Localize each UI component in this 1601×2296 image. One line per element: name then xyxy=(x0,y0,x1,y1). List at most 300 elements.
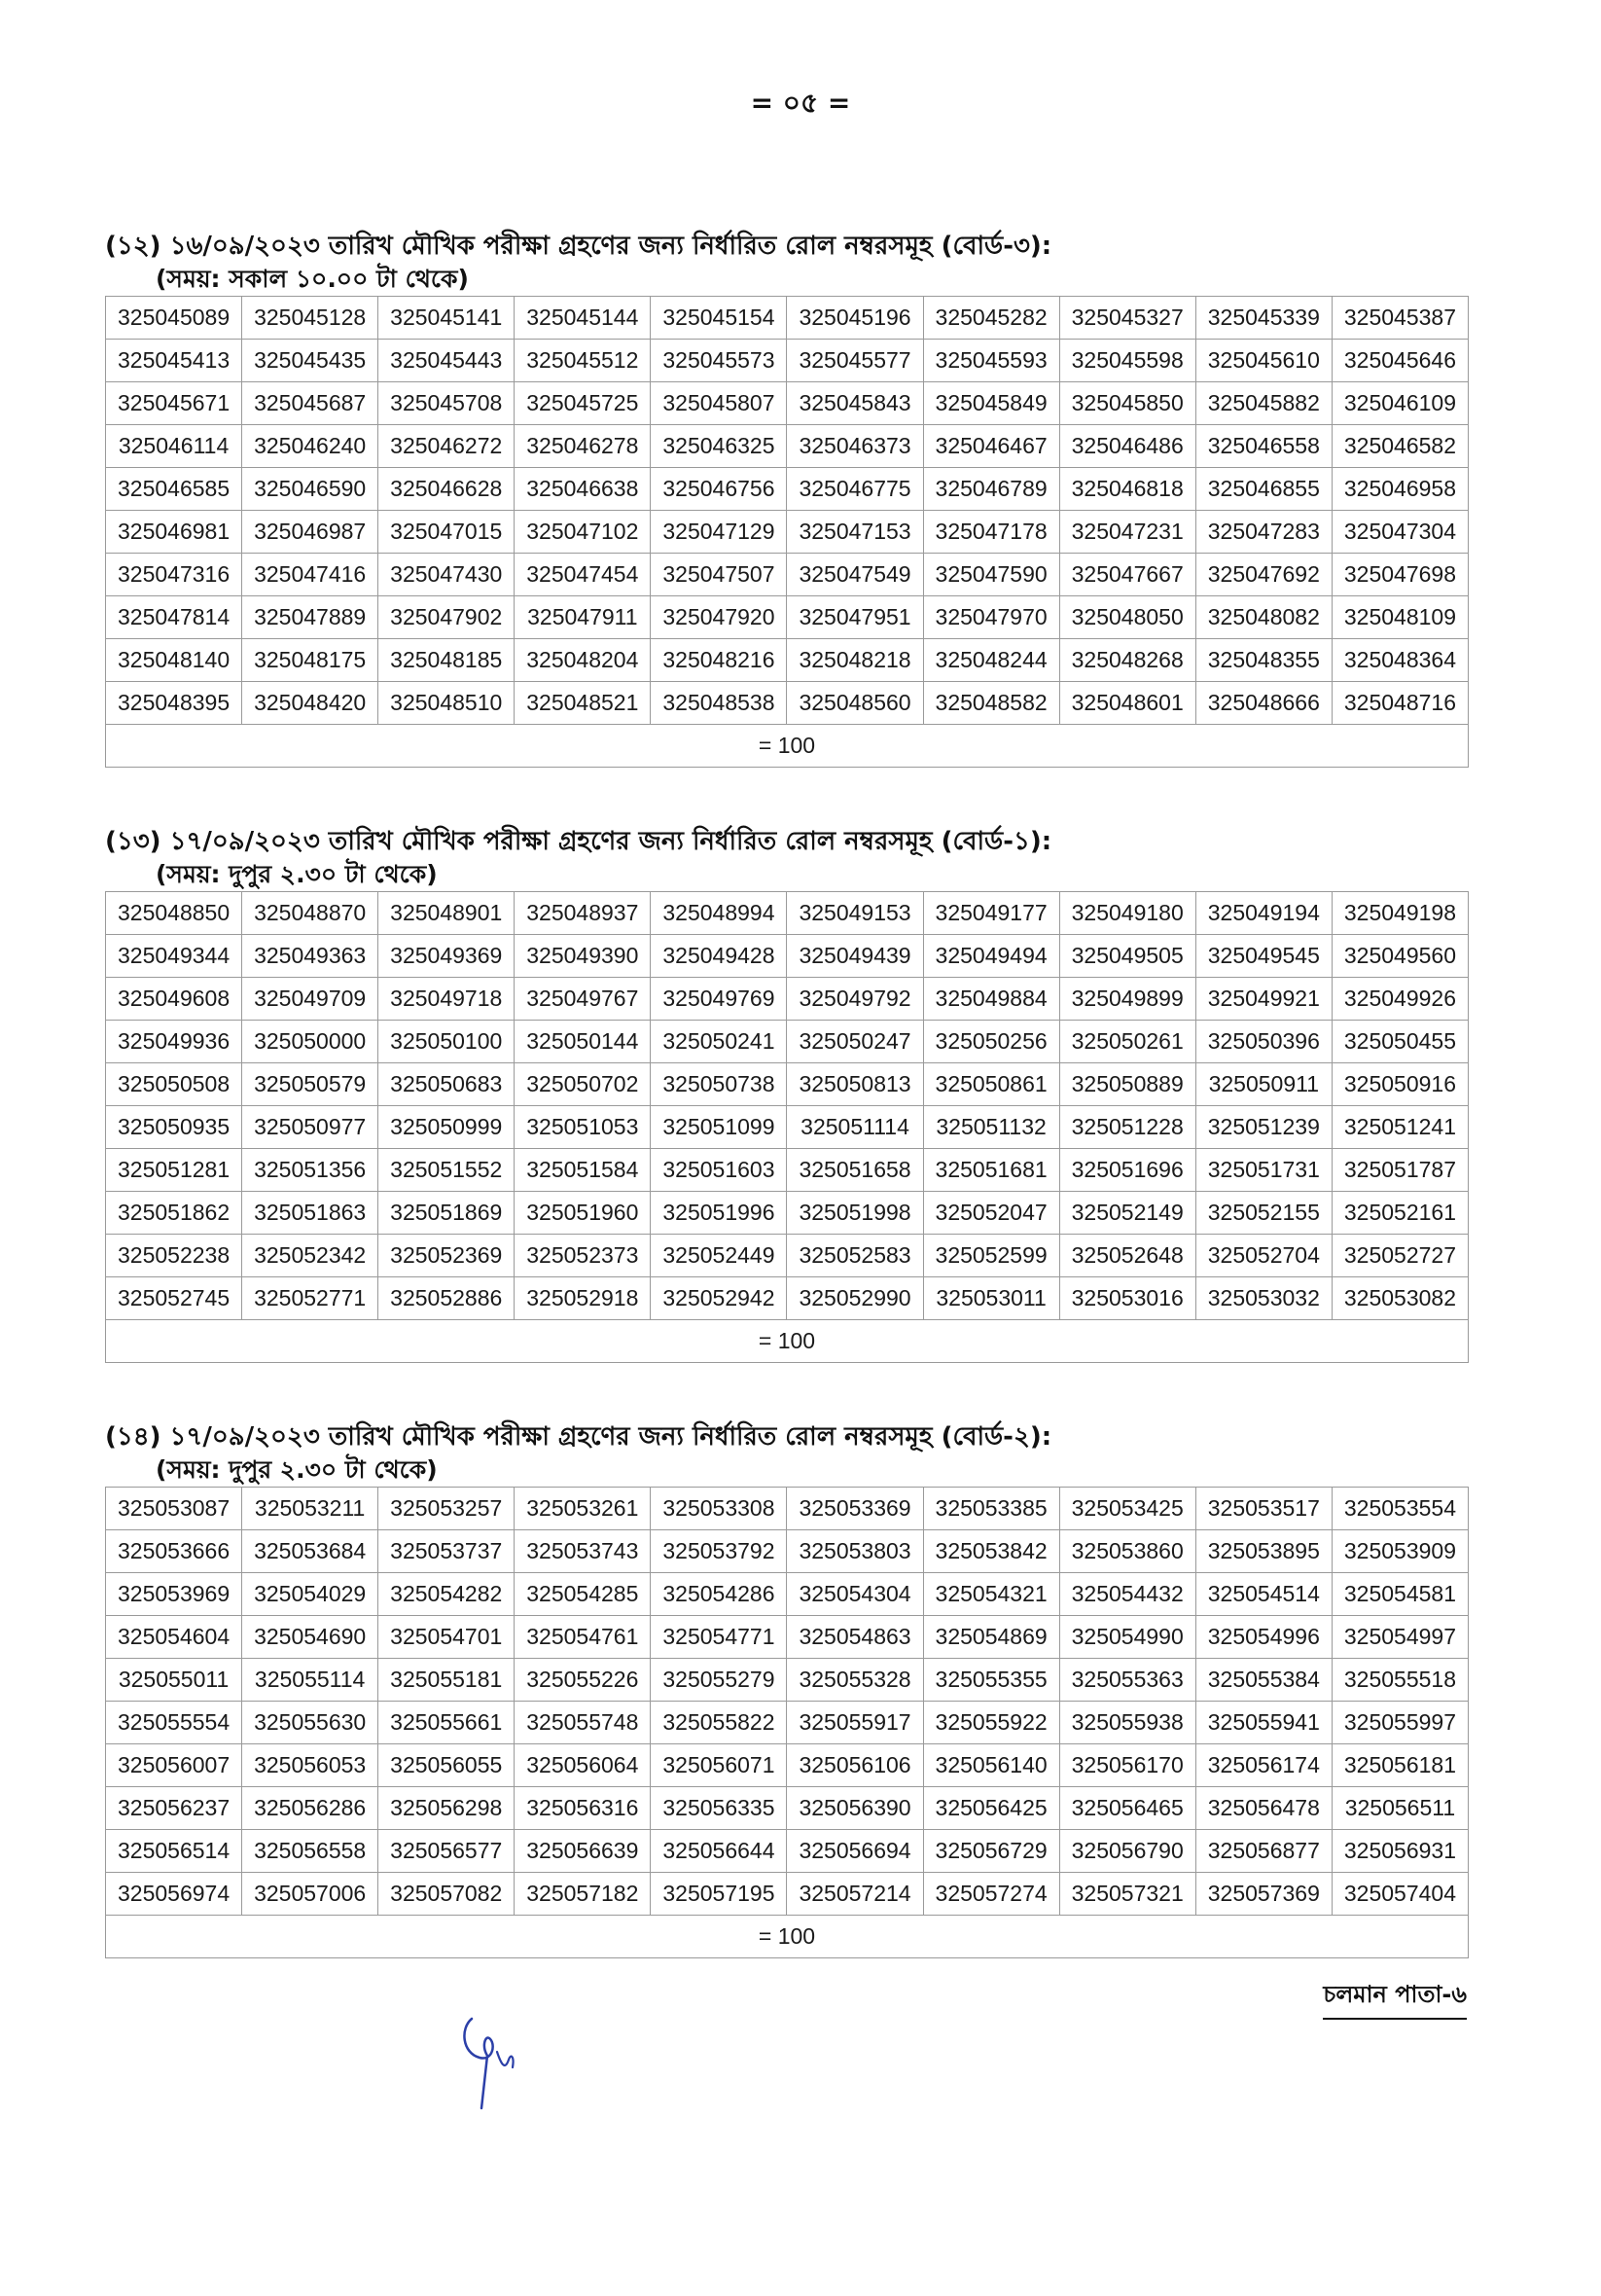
roll-number-cell: 325052745 xyxy=(106,1277,242,1320)
roll-number-cell: 325057369 xyxy=(1195,1873,1332,1916)
table-row xyxy=(106,596,1469,639)
roll-number-cell: 325056286 xyxy=(242,1787,378,1830)
roll-number-cell: 325051228 xyxy=(1059,1106,1195,1149)
roll-number-cell: 325056974 xyxy=(106,1873,242,1916)
roll-number-cell: 325049792 xyxy=(787,978,923,1021)
roll-number-cell: 325048510 xyxy=(378,682,515,725)
roll-number-cell: 325049560 xyxy=(1332,935,1468,978)
roll-number-cell: 325056694 xyxy=(787,1830,923,1873)
roll-number-cell: 325054701 xyxy=(378,1616,515,1659)
table-row xyxy=(106,1659,1469,1702)
section-title: (১৪) ১৭/০৯/২০২৩ তারিখ মৌখিক পরীক্ষা গ্রহণের জন্য নির্ধারিত রোল নম্বরসমূহ (বোর্ড-২): xyxy=(105,1422,1052,1452)
roll-number-cell: 325047920 xyxy=(651,596,787,639)
section-board-3 xyxy=(105,230,1469,768)
table-row xyxy=(106,1277,1469,1320)
roll-number-cell: 325045128 xyxy=(242,297,378,340)
roll-number-cell: 325045443 xyxy=(378,340,515,382)
roll-number-cell: 325046638 xyxy=(515,468,651,511)
page-number: = ০৫ = xyxy=(750,87,851,119)
roll-number-cell: 325055355 xyxy=(923,1659,1059,1702)
roll-number-cell: 325054996 xyxy=(1195,1616,1332,1659)
roll-number-cell: 325048560 xyxy=(787,682,923,725)
roll-number-cell: 325054321 xyxy=(923,1573,1059,1616)
roll-number-cell: 325047902 xyxy=(378,596,515,639)
roll-number-cell: 325048268 xyxy=(1059,639,1195,682)
roll-number-cell: 325056007 xyxy=(106,1744,242,1787)
total-row xyxy=(106,725,1469,768)
roll-number-cell: 325050916 xyxy=(1332,1063,1468,1106)
roll-number-cell: 325056577 xyxy=(378,1830,515,1873)
roll-number-cell: 325045154 xyxy=(651,297,787,340)
roll-number-cell: 325055114 xyxy=(242,1659,378,1702)
roll-number-cell: 325045282 xyxy=(923,297,1059,340)
roll-number-cell: 325056053 xyxy=(242,1744,378,1787)
total-count: = 100 xyxy=(106,725,1469,768)
roll-number-cell: 325045387 xyxy=(1332,297,1468,340)
table-row xyxy=(106,1192,1469,1235)
roll-number-cell: 325046114 xyxy=(106,425,242,468)
roll-number-cell: 325053895 xyxy=(1195,1530,1332,1573)
roll-number-cell: 325052583 xyxy=(787,1235,923,1277)
roll-number-cell: 325046278 xyxy=(515,425,651,468)
roll-number-cell: 325047015 xyxy=(378,511,515,554)
roll-number-cell: 325045849 xyxy=(923,382,1059,425)
table-row xyxy=(106,468,1469,511)
roll-number-cell: 325055279 xyxy=(651,1659,787,1702)
roll-number-cell: 325057182 xyxy=(515,1873,651,1916)
roll-number-cell: 325051281 xyxy=(106,1149,242,1192)
roll-number-cell: 325057321 xyxy=(1059,1873,1195,1916)
roll-number-cell: 325046590 xyxy=(242,468,378,511)
roll-number-cell: 325051998 xyxy=(787,1192,923,1235)
roll-number-cell: 325053554 xyxy=(1332,1488,1468,1530)
roll-number-cell: 325051996 xyxy=(651,1192,787,1235)
roll-number-cell: 325049390 xyxy=(515,935,651,978)
roll-number-cell: 325050683 xyxy=(378,1063,515,1106)
roll-number-cell: 325051239 xyxy=(1195,1106,1332,1149)
roll-number-cell: 325053385 xyxy=(923,1488,1059,1530)
roll-number-cell: 325055922 xyxy=(923,1702,1059,1744)
roll-number-cell: 325056055 xyxy=(378,1744,515,1787)
roll-number-cell: 325056064 xyxy=(515,1744,651,1787)
roll-number-cell: 325056931 xyxy=(1332,1830,1468,1873)
roll-number-cell: 325045327 xyxy=(1059,297,1195,340)
table-row xyxy=(106,340,1469,382)
roll-number-cell: 325056790 xyxy=(1059,1830,1195,1873)
roll-number-cell: 325055822 xyxy=(651,1702,787,1744)
roll-number-cell: 325045708 xyxy=(378,382,515,425)
roll-number-cell: 325049505 xyxy=(1059,935,1195,978)
table-row xyxy=(106,1530,1469,1573)
roll-number-cell: 325053032 xyxy=(1195,1277,1332,1320)
table-row xyxy=(106,1021,1469,1063)
roll-number-cell: 325046109 xyxy=(1332,382,1468,425)
roll-number-cell: 325052449 xyxy=(651,1235,787,1277)
roll-number-cell: 325052342 xyxy=(242,1235,378,1277)
roll-number-cell: 325048521 xyxy=(515,682,651,725)
roll-number-cell: 325049884 xyxy=(923,978,1059,1021)
roll-number-cell: 325046486 xyxy=(1059,425,1195,468)
roll-number-cell: 325045435 xyxy=(242,340,378,382)
roll-number-cell: 325053257 xyxy=(378,1488,515,1530)
table-row xyxy=(106,511,1469,554)
section-time: (সময়: দুপুর ২.৩০ টা থেকে) xyxy=(156,860,438,888)
roll-number-cell: 325049198 xyxy=(1332,892,1468,935)
roll-number-cell: 325054285 xyxy=(515,1573,651,1616)
roll-number-cell: 325053016 xyxy=(1059,1277,1195,1320)
table-row xyxy=(106,682,1469,725)
roll-number-cell: 325049767 xyxy=(515,978,651,1021)
roll-number-cell: 325055748 xyxy=(515,1702,651,1744)
roll-number-cell: 325048185 xyxy=(378,639,515,682)
roll-number-cell: 325049344 xyxy=(106,935,242,978)
roll-number-cell: 325056335 xyxy=(651,1787,787,1830)
roll-number-cell: 325049180 xyxy=(1059,892,1195,935)
roll-number-cell: 325045339 xyxy=(1195,297,1332,340)
roll-number-cell: 325048218 xyxy=(787,639,923,682)
roll-number-cell: 325046981 xyxy=(106,511,242,554)
roll-number-cell: 325046756 xyxy=(651,468,787,511)
roll-number-cell: 325049899 xyxy=(1059,978,1195,1021)
roll-number-cell: 325049177 xyxy=(923,892,1059,935)
roll-number-cell: 325045413 xyxy=(106,340,242,382)
table-row xyxy=(106,1830,1469,1873)
roll-number-cell: 325046818 xyxy=(1059,468,1195,511)
total-row xyxy=(106,1916,1469,1958)
roll-number-cell: 325052238 xyxy=(106,1235,242,1277)
roll-number-cell: 325055630 xyxy=(242,1702,378,1744)
table-row xyxy=(106,1488,1469,1530)
roll-number-cell: 325046855 xyxy=(1195,468,1332,511)
roll-number-cell: 325055554 xyxy=(106,1702,242,1744)
roll-number-cell: 325056316 xyxy=(515,1787,651,1830)
roll-number-cell: 325053684 xyxy=(242,1530,378,1573)
roll-number-cell: 325053517 xyxy=(1195,1488,1332,1530)
roll-number-cell: 325045512 xyxy=(515,340,651,382)
roll-number-cell: 325051584 xyxy=(515,1149,651,1192)
roll-number-cell: 325054282 xyxy=(378,1573,515,1616)
roll-number-cell: 325046373 xyxy=(787,425,923,468)
roll-number-cell: 325047231 xyxy=(1059,511,1195,554)
roll-number-cell: 325048901 xyxy=(378,892,515,935)
roll-number-cell: 325055941 xyxy=(1195,1702,1332,1744)
total-count: = 100 xyxy=(106,1320,1469,1363)
roll-number-cell: 325056877 xyxy=(1195,1830,1332,1873)
roll-number-cell: 325048216 xyxy=(651,639,787,682)
roll-number-cell: 325050455 xyxy=(1332,1021,1468,1063)
roll-number-cell: 325045610 xyxy=(1195,340,1332,382)
roll-number-cell: 325052942 xyxy=(651,1277,787,1320)
table-row xyxy=(106,978,1469,1021)
roll-number-cell: 325045089 xyxy=(106,297,242,340)
roll-number-cell: 325049709 xyxy=(242,978,378,1021)
roll-number-cell: 325046467 xyxy=(923,425,1059,468)
roll-number-cell: 325049926 xyxy=(1332,978,1468,1021)
roll-number-cell: 325051696 xyxy=(1059,1149,1195,1192)
roll-number-cell: 325048538 xyxy=(651,682,787,725)
roll-number-cell: 325054771 xyxy=(651,1616,787,1659)
roll-number-cell: 325045843 xyxy=(787,382,923,425)
roll-number-cell: 325054514 xyxy=(1195,1573,1332,1616)
roll-number-cell: 325056511 xyxy=(1332,1787,1468,1830)
roll-number-cell: 325055661 xyxy=(378,1702,515,1744)
roll-number-cell: 325046628 xyxy=(378,468,515,511)
roll-number-cell: 325053969 xyxy=(106,1573,242,1616)
table-row xyxy=(106,639,1469,682)
roll-number-cell: 325049194 xyxy=(1195,892,1332,935)
roll-number-cell: 325049153 xyxy=(787,892,923,935)
roll-number-cell: 325050396 xyxy=(1195,1021,1332,1063)
roll-number-cell: 325056558 xyxy=(242,1830,378,1873)
roll-number-cell: 325052149 xyxy=(1059,1192,1195,1235)
roll-number-cell: 325053860 xyxy=(1059,1530,1195,1573)
section-board-1 xyxy=(105,825,1469,1363)
roll-number-cell: 325053737 xyxy=(378,1530,515,1573)
roll-number-cell: 325048140 xyxy=(106,639,242,682)
roll-number-cell: 325055997 xyxy=(1332,1702,1468,1744)
roll-number-cell: 325054863 xyxy=(787,1616,923,1659)
roll-number-cell: 325053792 xyxy=(651,1530,787,1573)
roll-number-cell: 325056170 xyxy=(1059,1744,1195,1787)
roll-number-cell: 325049608 xyxy=(106,978,242,1021)
roll-number-cell: 325053261 xyxy=(515,1488,651,1530)
roll-number-cell: 325046272 xyxy=(378,425,515,468)
table-row xyxy=(106,1149,1469,1192)
roll-number-cell: 325057214 xyxy=(787,1873,923,1916)
roll-number-cell: 325050889 xyxy=(1059,1063,1195,1106)
roll-number-cell: 325051132 xyxy=(923,1106,1059,1149)
roll-number-cell: 325053666 xyxy=(106,1530,242,1573)
roll-number-table xyxy=(105,891,1469,1363)
roll-number-cell: 325055328 xyxy=(787,1659,923,1702)
roll-number-cell: 325056071 xyxy=(651,1744,787,1787)
roll-number-cell: 325056478 xyxy=(1195,1787,1332,1830)
roll-number-cell: 325053308 xyxy=(651,1488,787,1530)
roll-number-cell: 325050579 xyxy=(242,1063,378,1106)
table-row xyxy=(106,1063,1469,1106)
roll-number-cell: 325048937 xyxy=(515,892,651,935)
roll-number-cell: 325055181 xyxy=(378,1659,515,1702)
roll-number-cell: 325045882 xyxy=(1195,382,1332,425)
roll-number-cell: 325057404 xyxy=(1332,1873,1468,1916)
roll-number-cell: 325050100 xyxy=(378,1021,515,1063)
table-row xyxy=(106,892,1469,935)
roll-number-cell: 325048082 xyxy=(1195,596,1332,639)
roll-number-cell: 325051731 xyxy=(1195,1149,1332,1192)
roll-number-cell: 325045850 xyxy=(1059,382,1195,425)
roll-number-cell: 325045687 xyxy=(242,382,378,425)
roll-number-cell: 325049545 xyxy=(1195,935,1332,978)
roll-number-cell: 325050911 xyxy=(1195,1063,1332,1106)
roll-number-cell: 325052727 xyxy=(1332,1235,1468,1277)
roll-number-cell: 325053369 xyxy=(787,1488,923,1530)
roll-number-cell: 325051869 xyxy=(378,1192,515,1235)
roll-number-cell: 325045196 xyxy=(787,297,923,340)
roll-number-cell: 325047889 xyxy=(242,596,378,639)
roll-number-cell: 325054997 xyxy=(1332,1616,1468,1659)
roll-number-cell: 325055518 xyxy=(1332,1659,1468,1702)
roll-number-cell: 325050738 xyxy=(651,1063,787,1106)
roll-number-cell: 325049494 xyxy=(923,935,1059,978)
roll-number-cell: 325050144 xyxy=(515,1021,651,1063)
roll-number-cell: 325052599 xyxy=(923,1235,1059,1277)
roll-number-cell: 325051603 xyxy=(651,1149,787,1192)
roll-number-cell: 325046987 xyxy=(242,511,378,554)
roll-number-cell: 325050247 xyxy=(787,1021,923,1063)
roll-number-cell: 325046789 xyxy=(923,468,1059,511)
roll-number-cell: 325051053 xyxy=(515,1106,651,1149)
roll-number-cell: 325056639 xyxy=(515,1830,651,1873)
roll-number-cell: 325050702 xyxy=(515,1063,651,1106)
section-time: (সময়: সকাল ১০.০০ টা থেকে) xyxy=(156,265,469,293)
roll-number-cell: 325053211 xyxy=(242,1488,378,1530)
roll-number-cell: 325054029 xyxy=(242,1573,378,1616)
roll-number-cell: 325050977 xyxy=(242,1106,378,1149)
roll-number-cell: 325056174 xyxy=(1195,1744,1332,1787)
roll-number-cell: 325050241 xyxy=(651,1021,787,1063)
roll-number-cell: 325054304 xyxy=(787,1573,923,1616)
roll-number-cell: 325048850 xyxy=(106,892,242,935)
roll-number-cell: 325047951 xyxy=(787,596,923,639)
table-row xyxy=(106,297,1469,340)
roll-number-cell: 325047304 xyxy=(1332,511,1468,554)
roll-number-cell: 325056237 xyxy=(106,1787,242,1830)
roll-number-cell: 325050935 xyxy=(106,1106,242,1149)
roll-number-cell: 325055226 xyxy=(515,1659,651,1702)
total-row xyxy=(106,1320,1469,1363)
roll-number-cell: 325050508 xyxy=(106,1063,242,1106)
roll-number-cell: 325046585 xyxy=(106,468,242,511)
table-row xyxy=(106,1235,1469,1277)
table-row xyxy=(106,425,1469,468)
roll-number-cell: 325047153 xyxy=(787,511,923,554)
roll-number-cell: 325045573 xyxy=(651,340,787,382)
roll-number-cell: 325048364 xyxy=(1332,639,1468,682)
roll-number-cell: 325056729 xyxy=(923,1830,1059,1873)
roll-number-cell: 325049363 xyxy=(242,935,378,978)
roll-number-cell: 325047692 xyxy=(1195,554,1332,596)
roll-number-cell: 325049369 xyxy=(378,935,515,978)
roll-number-cell: 325052771 xyxy=(242,1277,378,1320)
roll-number-cell: 325047667 xyxy=(1059,554,1195,596)
roll-number-cell: 325053087 xyxy=(106,1488,242,1530)
roll-number-cell: 325056390 xyxy=(787,1787,923,1830)
roll-number-table xyxy=(105,1487,1469,1958)
roll-number-cell: 325054604 xyxy=(106,1616,242,1659)
roll-number-cell: 325050999 xyxy=(378,1106,515,1149)
roll-number-cell: 325051863 xyxy=(242,1192,378,1235)
roll-number-cell: 325049921 xyxy=(1195,978,1332,1021)
roll-number-cell: 325052886 xyxy=(378,1277,515,1320)
roll-number-cell: 325046325 xyxy=(651,425,787,468)
roll-number-cell: 325050261 xyxy=(1059,1021,1195,1063)
section-title: (১৩) ১৭/০৯/২০২৩ তারিখ মৌখিক পরীক্ষা গ্রহণের জন্য নির্ধারিত রোল নম্বরসমূহ (বোর্ড-১): xyxy=(105,827,1052,856)
section-time: (সময়: দুপুর ২.৩০ টা থেকে) xyxy=(156,1455,438,1484)
roll-number-cell: 325053082 xyxy=(1332,1277,1468,1320)
roll-number-cell: 325045725 xyxy=(515,382,651,425)
roll-number-cell: 325045807 xyxy=(651,382,787,425)
roll-number-cell: 325047970 xyxy=(923,596,1059,639)
continued-page-note: চলমান পাতা-৬ xyxy=(1323,1977,1467,2020)
section-board-2 xyxy=(105,1420,1469,1958)
roll-number-cell: 325047454 xyxy=(515,554,651,596)
roll-number-cell: 325045577 xyxy=(787,340,923,382)
roll-number-cell: 325053011 xyxy=(923,1277,1059,1320)
roll-number-cell: 325053909 xyxy=(1332,1530,1468,1573)
roll-number-cell: 325056425 xyxy=(923,1787,1059,1830)
roll-number-cell: 325046582 xyxy=(1332,425,1468,468)
roll-number-cell: 325047416 xyxy=(242,554,378,596)
roll-number-cell: 325048204 xyxy=(515,639,651,682)
roll-number-cell: 325053842 xyxy=(923,1530,1059,1573)
table-row xyxy=(106,1702,1469,1744)
roll-number-cell: 325046558 xyxy=(1195,425,1332,468)
roll-number-cell: 325055917 xyxy=(787,1702,923,1744)
roll-number-cell: 325056465 xyxy=(1059,1787,1195,1830)
roll-number-cell: 325047911 xyxy=(515,596,651,639)
roll-number-cell: 325048601 xyxy=(1059,682,1195,725)
roll-number-cell: 325056140 xyxy=(923,1744,1059,1787)
roll-number-cell: 325047430 xyxy=(378,554,515,596)
roll-number-cell: 325048109 xyxy=(1332,596,1468,639)
table-row xyxy=(106,1573,1469,1616)
roll-number-cell: 325052373 xyxy=(515,1235,651,1277)
roll-number-cell: 325056298 xyxy=(378,1787,515,1830)
roll-number-cell: 325054690 xyxy=(242,1616,378,1659)
roll-number-cell: 325050813 xyxy=(787,1063,923,1106)
roll-number-cell: 325051099 xyxy=(651,1106,787,1149)
roll-number-cell: 325052648 xyxy=(1059,1235,1195,1277)
roll-number-cell: 325047814 xyxy=(106,596,242,639)
roll-number-cell: 325045671 xyxy=(106,382,242,425)
roll-number-cell: 325045646 xyxy=(1332,340,1468,382)
roll-number-cell: 325054761 xyxy=(515,1616,651,1659)
roll-number-cell: 325047590 xyxy=(923,554,1059,596)
roll-number-cell: 325053743 xyxy=(515,1530,651,1573)
roll-number-cell: 325049428 xyxy=(651,935,787,978)
roll-number-cell: 325051681 xyxy=(923,1149,1059,1192)
roll-number-cell: 325046775 xyxy=(787,468,923,511)
roll-number-cell: 325047129 xyxy=(651,511,787,554)
table-row xyxy=(106,935,1469,978)
roll-number-cell: 325047178 xyxy=(923,511,1059,554)
table-row xyxy=(106,554,1469,596)
roll-number-cell: 325045144 xyxy=(515,297,651,340)
roll-number-cell: 325046958 xyxy=(1332,468,1468,511)
roll-number-cell: 325048395 xyxy=(106,682,242,725)
roll-number-table xyxy=(105,296,1469,768)
roll-number-cell: 325045593 xyxy=(923,340,1059,382)
roll-number-cell: 325052155 xyxy=(1195,1192,1332,1235)
roll-number-cell: 325049936 xyxy=(106,1021,242,1063)
roll-number-cell: 325057195 xyxy=(651,1873,787,1916)
roll-number-cell: 325055938 xyxy=(1059,1702,1195,1744)
roll-number-cell: 325056181 xyxy=(1332,1744,1468,1787)
roll-number-cell: 325047316 xyxy=(106,554,242,596)
roll-number-cell: 325052161 xyxy=(1332,1192,1468,1235)
roll-number-cell: 325049439 xyxy=(787,935,923,978)
table-row xyxy=(106,1787,1469,1830)
roll-number-cell: 325056514 xyxy=(106,1830,242,1873)
roll-number-cell: 325055363 xyxy=(1059,1659,1195,1702)
roll-number-cell: 325055384 xyxy=(1195,1659,1332,1702)
roll-number-cell: 325048355 xyxy=(1195,639,1332,682)
roll-number-cell: 325052369 xyxy=(378,1235,515,1277)
roll-number-cell: 325047102 xyxy=(515,511,651,554)
roll-number-cell: 325051787 xyxy=(1332,1149,1468,1192)
roll-number-cell: 325054432 xyxy=(1059,1573,1195,1616)
roll-number-cell: 325054990 xyxy=(1059,1616,1195,1659)
